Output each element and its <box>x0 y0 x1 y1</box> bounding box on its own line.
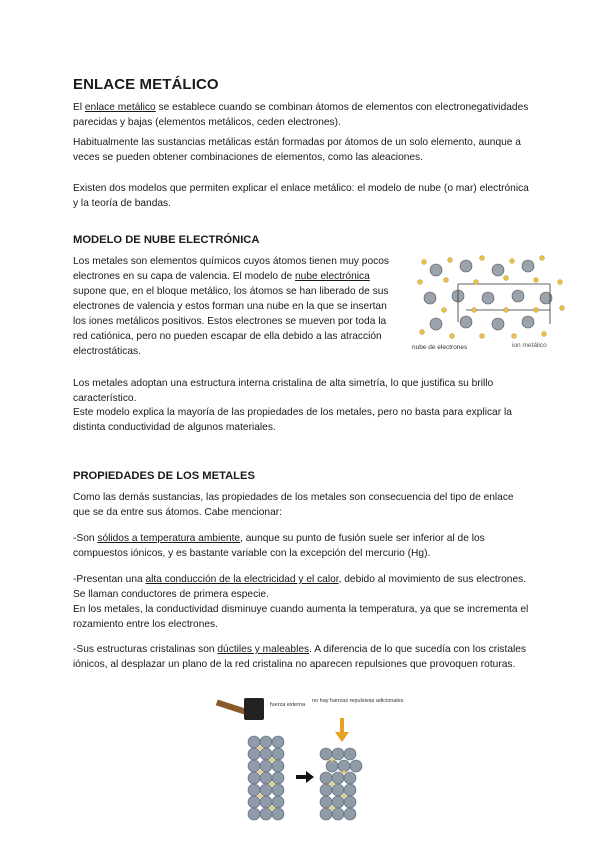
hammer-icon <box>216 698 264 720</box>
nube-electronica-link[interactable]: nube electrónica <box>295 271 370 282</box>
section-heading-propiedades: PROPIEDADES DE LOS METALES <box>73 470 255 482</box>
malleability-figure <box>216 692 404 830</box>
conduccion-link[interactable]: alta conducción de la electricidad y el calor <box>145 574 339 585</box>
bullet-conduccion: -Presentan una alta conducción de la electricidad y el calor, debido al movimiento de sus electrones. Se llaman conductores de primera especie. <box>73 574 527 600</box>
nube-paragraph-2: Los metales adoptan una estructura interna cristalina de alta simetría, lo que justifica su brillo característico. <box>73 378 494 404</box>
right-arrow-icon <box>296 771 314 783</box>
bullet-solidos: -Son sólidos a temperatura ambiente, aunque su punto de fusión suele ser inferior al de los compuestos iónicos, y es bastante variable con la excepción del mercurio (Hg). <box>73 533 485 559</box>
enlace-metalico-link[interactable]: enlace metálico <box>84 102 156 113</box>
intro-paragraph-3: Existen dos modelos que permiten explicar el enlace metálico: el modelo de nube (o mar) electrónica y la teoría de bandas. <box>73 183 529 209</box>
page-title: ENLACE METÁLICO <box>73 76 219 93</box>
conduccion-extra: En los metales, la conductividad disminuye cuando aumenta la temperatura, ya que se incrementa el rozamiento entre los electrones. <box>73 604 529 630</box>
intro-paragraph-1: El enlace metálico se establece cuando se combinan átomos de elementos con electronegatividades parecidas y bajas (elementos metálicos, ceden electrones). <box>73 102 529 128</box>
bullet-ductiles: -Sus estructuras cristalinas son dúctiles y maleables. A diferencia de lo que sucedía con los cristales iónicos, al desplazar un plano de la red cristalina no aparecen repulsiones que provoquen roturas. <box>73 644 527 670</box>
solidos-link[interactable]: sólidos a temperatura ambiente <box>97 533 241 544</box>
electron-cloud-figure <box>410 252 570 352</box>
label-no-fuerzas: no hay fuerzas repulsivas adicionales <box>312 698 404 704</box>
down-arrow-icon <box>335 718 349 742</box>
nube-paragraph-3: Este modelo explica la mayoría de las propiedades de los metales, pero no basta para explicar la distinta conductividad de algunos materiales. <box>73 407 512 433</box>
label-ion-metalico: ion metálico <box>512 342 547 349</box>
label-nube-electrones: nube de electrones <box>412 344 468 351</box>
section-heading-nube: MODELO DE NUBE ELECTRÓNICA <box>73 234 260 246</box>
intro-paragraph-2: Habitualmente las sustancias metálicas están formadas por átomos de un solo elemento, aunque a veces se pueden obtener combinaciones de elementos, como las aleaciones. <box>73 137 521 163</box>
ductiles-link[interactable]: dúctiles y maleables <box>217 644 310 655</box>
propiedades-intro: Como las demás sustancias, las propiedades de los metales son consecuencia del tipo de enlace que se da entre sus átomos. Cabe mencionar: <box>73 492 514 518</box>
nube-paragraph-1: Los metales son elementos químicos cuyos átomos tienen muy pocos electrones en su capa de valencia. El modelo de nube electrónica supone que, en el bloque metálico, los átomos se han liberado de sus electrones de valencia y estos forman una nube en la que se insertan los iones metálicos positivos. Estos electrones se mueven por toda la red catiónica, pero no pueden escapar de ella debido a las atracción electrostáticas. <box>73 256 389 357</box>
label-fuerza-externa: fuerza externa <box>270 702 306 708</box>
